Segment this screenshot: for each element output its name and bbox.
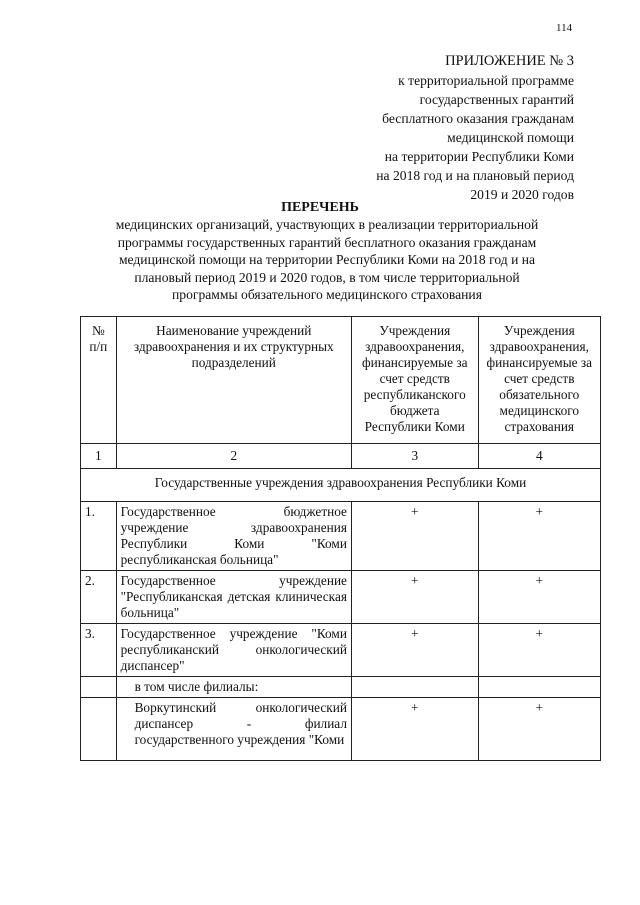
page-number: 114: [556, 22, 573, 34]
subtitle-line: программы государственных гарантий бесплатного оказания гражданам: [117, 234, 537, 250]
budget-mark: +: [351, 571, 478, 624]
header-number: № п/п: [81, 317, 117, 444]
appendix-line: на территории Республики Коми: [384, 149, 574, 164]
organization-name: Государственное учреждение "Коми республиканский онкологический диспансер": [116, 624, 351, 677]
section-title: Государственные учреждения здравоохранения Республики Коми: [81, 469, 601, 502]
appendix-line: бесплатного оказания гражданам: [382, 111, 574, 126]
branch-name: Воркутинский онкологический диспансер - филиал государственного учреждения "Коми: [116, 698, 351, 761]
budget-mark: +: [351, 698, 478, 761]
appendix-line: на 2018 год и на плановый период: [376, 168, 574, 183]
column-number: 3: [351, 444, 478, 469]
oms-mark: +: [478, 502, 600, 571]
subtitle-line: медицинских организаций, участвующих в реализации территориальной: [115, 217, 539, 232]
organizations-table: [80, 316, 601, 761]
header-oms: Учреждения здравоохранения, финансируемые за счет средств обязательного медицинского страхования: [478, 317, 600, 444]
document-subtitle: [66, 216, 588, 304]
organization-name: Государственное учреждение "Республиканская детская клиническая больница": [116, 571, 351, 624]
empty-cell: [351, 677, 478, 698]
appendix-line: медицинской помощи: [447, 130, 574, 145]
row-number: 3.: [81, 624, 117, 677]
oms-mark: +: [478, 698, 600, 761]
table-row: [81, 571, 601, 624]
subtitle-line: медицинской помощи на территории Республики Коми на 2018 год и на: [118, 252, 536, 267]
appendix-title: ПРИЛОЖЕНИЕ № 3: [445, 53, 574, 69]
subtitle-line: программы обязательного медицинского страхования: [172, 287, 482, 302]
appendix-header: [274, 52, 574, 204]
oms-mark: +: [478, 624, 600, 677]
table-row: [81, 698, 601, 761]
header-budget: Учреждения здравоохранения, финансируемые за счет средств республиканского бюджета Республики Коми: [351, 317, 478, 444]
appendix-line: 2019 и 2020 годов: [470, 187, 574, 202]
header-name: Наименование учреждений здравоохранения и их структурных подразделений: [116, 317, 351, 444]
column-number: 4: [478, 444, 600, 469]
organization-name: Государственное бюджетное учреждение здравоохранения Республики Коми "Коми республиканская больница": [116, 502, 351, 571]
budget-mark: +: [351, 502, 478, 571]
column-number: 2: [116, 444, 351, 469]
column-number-row: [81, 444, 601, 469]
oms-mark: +: [478, 571, 600, 624]
empty-cell: [478, 677, 600, 698]
column-number: 1: [81, 444, 117, 469]
empty-cell: [81, 698, 117, 761]
branches-label: в том числе филиалы:: [116, 677, 351, 698]
appendix-line: к территориальной программе: [398, 73, 574, 88]
table-row: [81, 502, 601, 571]
branches-label-row: [81, 677, 601, 698]
appendix-line: государственных гарантий: [419, 92, 574, 107]
subtitle-line: плановый период 2019 и 2020 годов, в том числе территориальной: [134, 269, 520, 285]
empty-cell: [81, 677, 117, 698]
document-title: ПЕРЕЧЕНЬ: [281, 200, 359, 215]
table-header-row: [81, 317, 601, 444]
section-row: [81, 469, 601, 502]
budget-mark: +: [351, 624, 478, 677]
row-number: 1.: [81, 502, 117, 571]
row-number: 2.: [81, 571, 117, 624]
table-row: [81, 624, 601, 677]
